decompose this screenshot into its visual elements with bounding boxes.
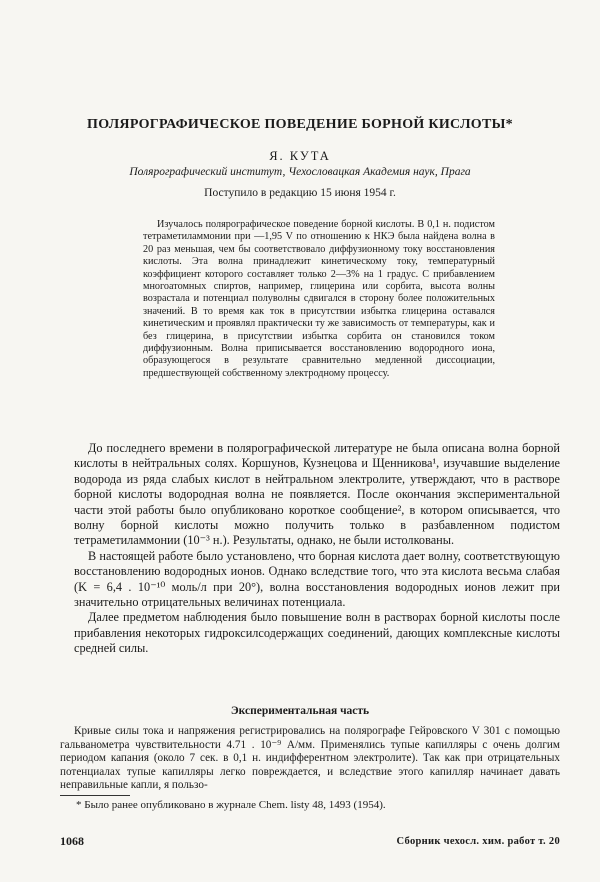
experimental-paragraph: Кривые силы тока и напряжения регистрировались на полярографе Гейровского V 301 с помощью гальванометра чувствительности 4.71 . 10⁻⁹ А/мм. Применялись тупые капилляры с очень долгим периодом капания (около 7 сек. в 0,1 н. индифферентном электролите). Так как при отрицательных потенциалах тупые капилляры легко повреждается, и вследствие этого капилляр начинает давать неправильные капли, я пользо- [60,725,560,792]
received-date: Поступило в редакцию 15 июня 1954 г. [204,187,396,199]
abstract: Изучалось полярографическое поведение борной кислоты. В 0,1 н. подистом тетраметиламмонии при —1,95 V по отношению к НКЭ была найдена волна в 20 раз меньшая, чем бы соответствовало диффузионному току восстановления кислоты. Эта волна принадлежит кинетическому току, температурный коэффициент которого составляет только 2—3% на 1 градус. С прибавлением многоатомных спиртов, например, глицерина или сорбита, высота волны возрастала и потенциал полуволны сдвигался в сторону более положительных значений. В то время как ток в присутствии избытка глицерина оставался кинетическим и проявлял практически ту же зависимость от температуры, как и без глицерина, в присутствии избытка сорбита он становился током диффузионным. Волна приписывается восстановлению водородного иона, образующегося в результате сравнительно медленной диссоциации, предшествующей собственному электродному процессу. [143,219,495,379]
body-paragraph: В настоящей работе было установлено, что борная кислота дает волну, соответствующую восстановлению водородных ионов. Однако вследствие того, что эта кислота весьма слабая (K = 6,4 . 10⁻¹⁰ моль/л при 20°), волна восстановления водородных ионов лежит при значительно отрицательных величинах потенциала. [74,548,560,610]
footnote: * Было ранее опубликовано в журнале Chem. listy 48, 1493 (1954). [76,799,386,811]
footnote-divider [60,795,130,796]
running-footer: Сборник чехосл. хим. работ т. 20 [396,836,560,847]
body-paragraph: Далее предметом наблюдения было повышение волн в растворах борной кислоты после прибавления некоторых гидроксилсодержащих соединений, дающих комплексные кислоты средней силы. [74,610,560,656]
article-title: ПОЛЯРОГРАФИЧЕСКОЕ ПОВЕДЕНИЕ БОРНОЙ КИСЛОТЫ* [87,117,513,132]
section-heading: Экспериментальная часть [230,705,370,717]
author-name: Я. КУТА [269,149,331,163]
body-paragraph: До последнего времени в полярографической литературе не была описана волна борной кислоты в нейтральных солях. Коршунов, Кузнецова и Щенникова¹, изучавшие выделение водорода из ряда слабых кислот в нейтральном электролите, утверждают, что в растворе борной кислоты водородная волна не появляется. После окончания экспериментальной части этой работы было опубликовано короткое сообщение², в котором описывается, что волну борной кислоты можно получить только в разбавленном подистом тетраметиламмонии (10⁻³ н.). Результаты, однако, не были истолкованы. [74,441,560,548]
page-number: 1068 [60,834,84,848]
author-affiliation: Полярографический институт, Чехословацкая Академия наук, Прага [129,166,471,178]
body-text [74,441,560,657]
